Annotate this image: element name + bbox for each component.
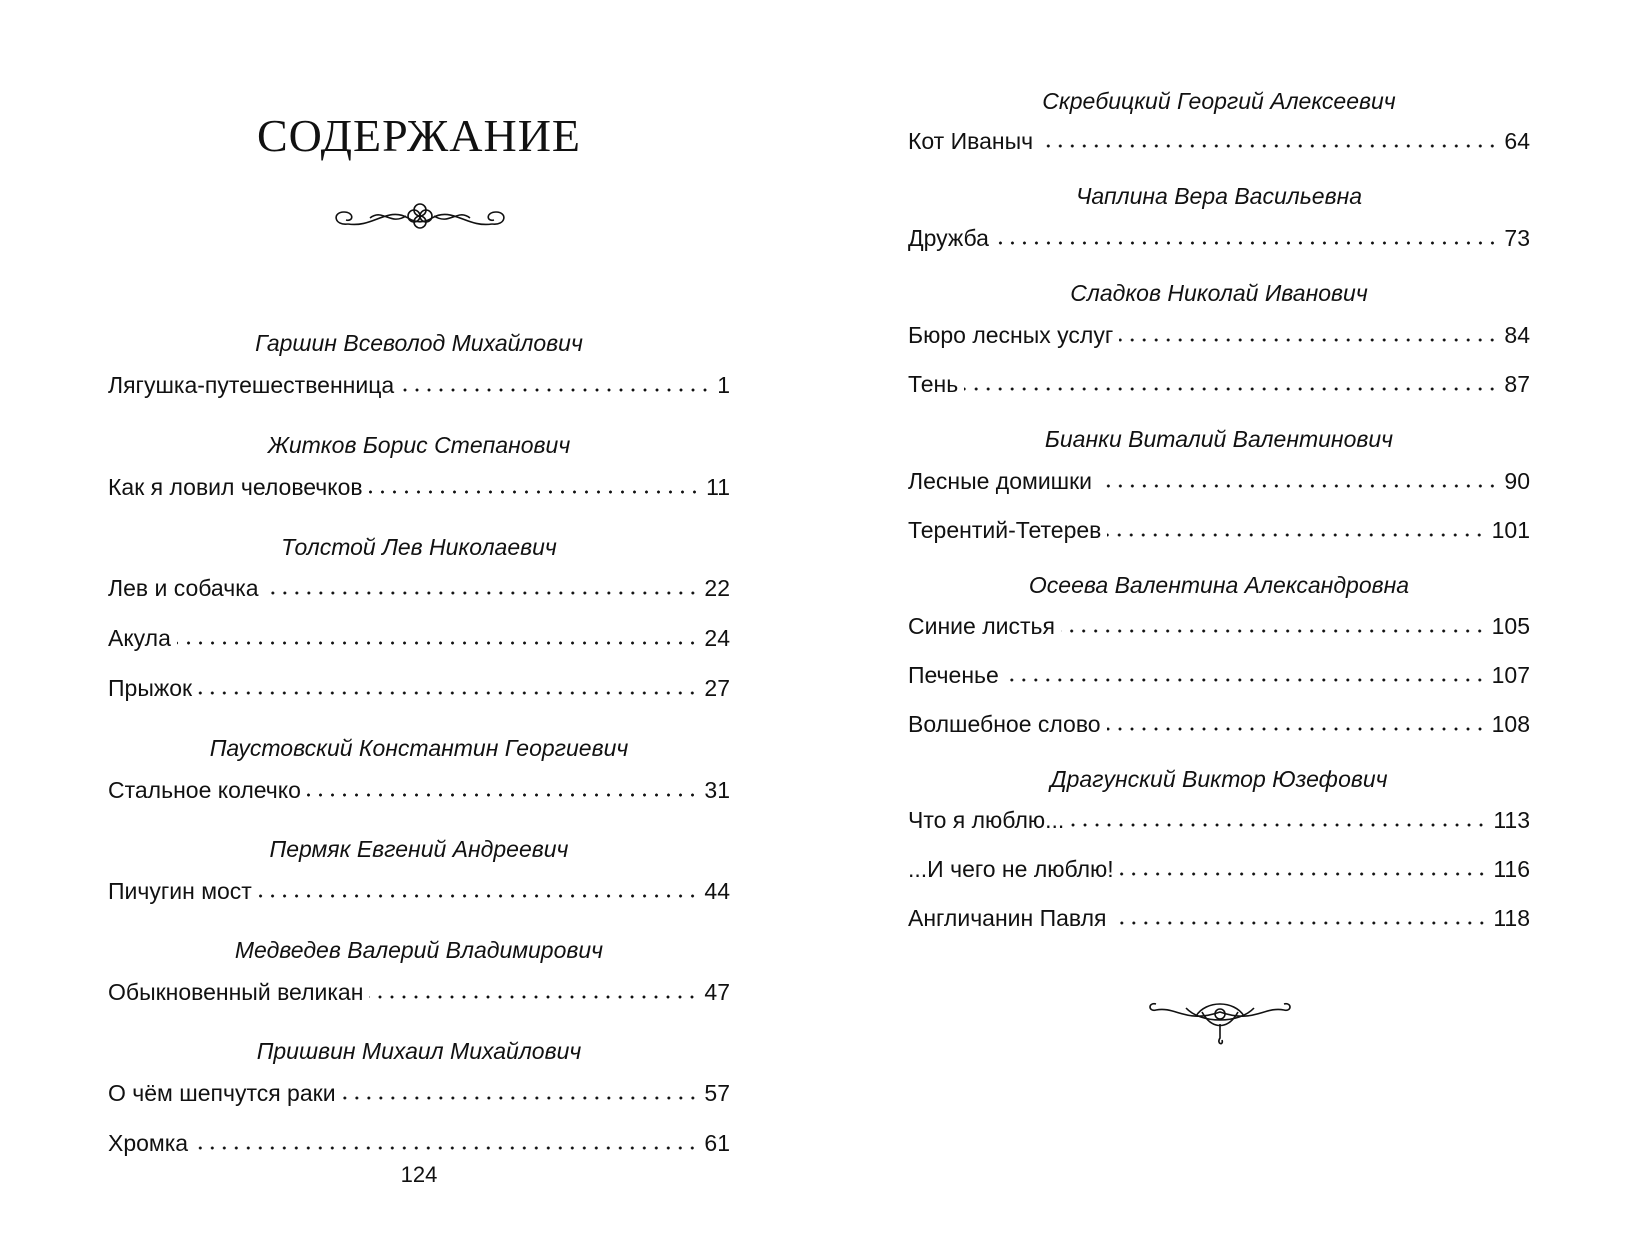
entry-page-number: 101 [1491, 517, 1530, 543]
author-name: Пришвин Михаил Михайлович [256, 1038, 582, 1064]
page-title: СОДЕРЖАНИЕ [256, 109, 582, 161]
entry-title: Акула [108, 625, 171, 651]
toc-entry [108, 876, 730, 906]
entry-title: Бюро лесных услуг [908, 322, 1114, 348]
entry-page-number: 1 [717, 372, 730, 398]
toc-entry [908, 466, 1530, 496]
author-name: Осеева Валентина Александровна [1028, 572, 1410, 598]
toc-entry [108, 1078, 730, 1108]
entry-page-number: 105 [1491, 613, 1530, 639]
dot-leader [1005, 678, 1486, 682]
entry-title: Прыжок [108, 675, 193, 701]
entry-page-number: 22 [704, 575, 730, 601]
entry-page-number: 118 [1493, 905, 1530, 931]
entry-page-number: 61 [704, 1130, 730, 1156]
toc-entry [908, 903, 1530, 933]
toc-entry [908, 660, 1530, 690]
toc-entry [108, 775, 730, 805]
dot-leader [964, 387, 1498, 391]
author-name: Паустовский Константин Георгиевич [209, 735, 629, 761]
dot-leader [1107, 533, 1485, 537]
dot-leader [258, 894, 699, 898]
dot-leader [1119, 338, 1498, 342]
toc-entry [908, 611, 1530, 641]
entry-title: Печенье [908, 662, 999, 688]
author-name: Скребицкий Георгий Алексеевич [1042, 88, 1396, 114]
entry-page-number: 73 [1504, 225, 1530, 251]
dot-leader [1113, 921, 1488, 925]
toc-entry [908, 709, 1530, 739]
entry-title: Лесные домишки [908, 468, 1093, 494]
entry-title: Хромка [108, 1130, 189, 1156]
toc-entry [908, 320, 1530, 350]
entry-title: Дружба [908, 225, 989, 251]
toc-entry [108, 977, 730, 1007]
entry-title: Кот Иваныч [908, 128, 1034, 154]
dot-leader [1107, 727, 1486, 731]
author-name: Толстой Лев Николаевич [281, 534, 557, 560]
entry-title: ...И чего не люблю! [908, 856, 1114, 882]
author-name: Чаплина Вера Васильевна [1075, 183, 1363, 209]
dot-leader [995, 241, 1498, 245]
author-name: Пермяк Евгений Андреевич [269, 836, 569, 862]
entry-page-number: 116 [1493, 856, 1530, 882]
entry-title: Англичанин Павля [908, 905, 1107, 931]
dot-leader [342, 1096, 699, 1100]
page-number: 124 [400, 1162, 438, 1187]
author-name: Медведев Валерий Владимирович [234, 937, 604, 963]
entry-page-number: 11 [706, 474, 730, 500]
author-name: Гаршин Всеволод Михайлович [255, 330, 583, 356]
dot-leader [369, 995, 698, 999]
entry-title: Пичугин мост [108, 878, 252, 904]
entry-page-number: 90 [1504, 468, 1530, 494]
entry-page-number: 107 [1491, 662, 1530, 688]
entry-title: Что я люблю... [908, 807, 1065, 833]
entry-title: Терентий-Тетерев [908, 517, 1102, 543]
toc-entry [108, 623, 730, 653]
entry-page-number: 84 [1504, 322, 1530, 348]
toc-entry [108, 1128, 730, 1158]
toc-entry [908, 854, 1530, 884]
entry-page-number: 108 [1491, 711, 1530, 737]
author-name: Драгунский Виктор Юзефович [1050, 766, 1388, 792]
dot-leader [1039, 144, 1498, 148]
entry-page-number: 113 [1493, 807, 1530, 833]
dot-leader [177, 641, 699, 645]
entry-page-number: 44 [704, 878, 730, 904]
toc-entry [908, 515, 1530, 545]
dot-leader [1061, 629, 1486, 633]
dot-leader [400, 388, 711, 392]
entry-title: Обыкновенный великан [108, 979, 364, 1005]
author-name: Житков Борис Степанович [267, 432, 571, 458]
toc-entry [908, 126, 1530, 156]
entry-page-number: 47 [704, 979, 730, 1005]
entry-title: Как я ловил человечков [108, 474, 363, 500]
ornament-top-icon [328, 198, 512, 234]
entry-title: Волшебное слово [908, 711, 1101, 737]
entry-page-number: 87 [1504, 371, 1530, 397]
entry-page-number: 24 [704, 625, 730, 651]
entry-title: Лев и собачка [108, 575, 259, 601]
entry-title: Лягушка-путешественница [108, 372, 395, 398]
dot-leader [307, 793, 699, 797]
toc-entry [908, 805, 1530, 835]
entry-title: Тень [908, 371, 959, 397]
dot-leader [194, 1146, 698, 1150]
entry-page-number: 57 [704, 1080, 730, 1106]
ornament-bottom-icon [1146, 994, 1294, 1050]
dot-leader [369, 490, 700, 494]
toc-entry [108, 673, 730, 703]
entry-title: Стальное колечко [108, 777, 301, 803]
dot-leader [265, 591, 699, 595]
toc-entry [108, 573, 730, 603]
entry-title: О чём шепчутся раки [108, 1080, 336, 1106]
entry-title: Синие листья [908, 613, 1055, 639]
toc-entry [908, 223, 1530, 253]
dot-leader [198, 691, 698, 695]
author-name: Бианки Виталий Валентинович [1044, 426, 1394, 452]
entry-page-number: 31 [704, 777, 730, 803]
dot-leader [1120, 872, 1488, 876]
toc-entry [908, 369, 1530, 399]
toc-entry [108, 370, 730, 400]
dot-leader [1070, 823, 1487, 827]
toc-entry [108, 472, 730, 502]
entry-page-number: 64 [1504, 128, 1530, 154]
author-name: Сладков Николай Иванович [1070, 280, 1368, 306]
dot-leader [1098, 484, 1498, 488]
entry-page-number: 27 [704, 675, 730, 701]
